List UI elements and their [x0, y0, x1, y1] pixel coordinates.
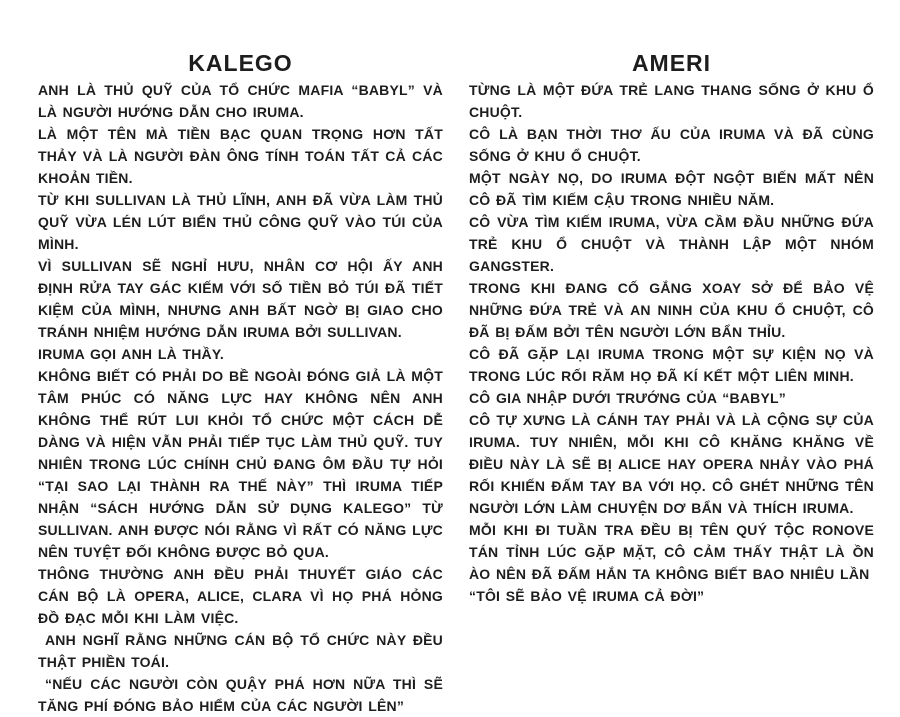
kalego-description-text [38, 79, 443, 717]
paragraph: MỘT NGÀY NỌ, DO IRUMA ĐỘT NGỘT BIẾN MẤT NÊN CÔ ĐÃ TÌM KIẾM CẬU TRONG NHIỀU NĂM. [469, 170, 874, 208]
paragraph: CÔ LÀ BẠN THỜI THƠ ẤU CỦA IRUMA VÀ ĐÃ CÙNG SỐNG Ở KHU Ổ CHUỘT. [469, 126, 874, 164]
paragraph: IRUMA GỌI ANH LÀ THẦY. [38, 346, 224, 362]
paragraph: MỖI KHI ĐI TUẦN TRA ĐỀU BỊ TÊN QUÝ TỘC RONOVE TÁN TỈNH LÚC GẶP MẶT, CÔ CẢM THẤY THẬT LÀ ỒN ÀO NÊN ĐÃ ĐẤM HẮN TA KHÔNG BIẾT BAO NHIÊU LẦN [469, 522, 874, 582]
paragraph: TỪNG LÀ MỘT ĐỨA TRẺ LANG THANG SỐNG Ở KHU Ổ CHUỘT. [469, 82, 874, 120]
column-ameri [469, 50, 874, 717]
paragraph: CÔ VỪA TÌM KIẾM IRUMA, VỪA CẦM ĐẦU NHỮNG ĐỨA TRẺ KHU Ổ CHUỘT VÀ THÀNH LẬP MỘT NHÓM GANGSTER. [469, 214, 874, 274]
paragraph: TRONG KHI ĐANG CỐ GẮNG XOAY SỞ ĐỂ BẢO VỆ NHỮNG ĐỨA TRẺ VÀ AN NINH CỦA KHU Ổ CHUỘT, CÔ ĐÃ BỊ ĐẤM BỞI TÊN NGƯỜI LỚN BẨN THỈU. [469, 280, 874, 340]
paragraph: TỪ KHI SULLIVAN LÀ THỦ LĨNH, ANH ĐÃ VỪA LÀM THỦ QUỸ VỪA LÉN LÚT BIỂN THỦ CÔNG QUỸ VÀO TÚI CỦA MÌNH. [38, 192, 443, 252]
column-kalego [38, 50, 443, 717]
paragraph: ANH LÀ THỦ QUỸ CỦA TỔ CHỨC MAFIA “BABYL” VÀ LÀ NGƯỜI HƯỚNG DẪN CHO IRUMA. [38, 82, 443, 120]
paragraph: “NẾU CÁC NGƯỜI CÒN QUẬY PHÁ HƠN NỮA THÌ SẼ TĂNG PHÍ ĐÓNG BẢO HIỂM CỦA CÁC NGƯỜI LÊN” [38, 676, 443, 714]
paragraph: “TÔI SẼ BẢO VỆ IRUMA CẢ ĐỜI” [469, 588, 705, 604]
paragraph: ANH NGHĨ RẰNG NHỮNG CÁN BỘ TỔ CHỨC NÀY ĐỀU THẬT PHIỀN TOÁI. [38, 632, 443, 670]
paragraph: CÔ TỰ XƯNG LÀ CÁNH TAY PHẢI VÀ LÀ CỘNG SỰ CỦA IRUMA. TUY NHIÊN, MỖI KHI CÔ KHĂNG KHĂNG VỀ ĐIỀU NÀY LÀ SẼ BỊ ALICE HAY OPERA NHẢY VÀO PHÁ RỐI KHIẾN ĐẤM TAY BA VỚI HỌ. CÔ GHÉT NHỮNG TÊN NGƯỜI LỚN LÀM CHUYỆN DƠ BẨN VÀ THÍCH IRUMA. [469, 412, 874, 516]
paragraph: VÌ SULLIVAN SẼ NGHỈ HƯU, NHÂN CƠ HỘI ẤY ANH ĐỊNH RỬA TAY GÁC KIẾM VỚI SỐ TIỀN BỎ TÚI ĐÃ TIẾT KIỆM CỦA MÌNH, NHƯNG ANH BẤT NGỜ BỊ GIAO CHO TRÁNH NHIỆM HƯỚNG DẪN IRUMA BỞI SULLIVAN. [38, 258, 443, 340]
page-title-kalego: KALEGO [188, 50, 293, 76]
page-title-ameri: AMERI [631, 50, 712, 76]
paragraph: CÔ ĐÃ GẶP LẠI IRUMA TRONG MỘT SỰ KIỆN NỌ VÀ TRONG LÚC RỐI RĂM HỌ ĐÃ KÍ KẾT MỘT LIÊN MINH. [469, 346, 874, 384]
paragraph: THÔNG THƯỜNG ANH ĐỀU PHẢI THUYẾT GIÁO CÁC CÁN BỘ LÀ OPERA, ALICE, CLARA VÌ HỌ PHÁ HỎNG ĐỒ ĐẠC MỖI KHI LÀM VIỆC. [38, 566, 443, 626]
paragraph: KHÔNG BIẾT CÓ PHẢI DO BỀ NGOÀI ĐÓNG GIẢ LÀ MỘT TÂM PHÚC CÓ NĂNG LỰC HAY KHÔNG NÊN ANH KHÔNG THỂ RÚT LUI KHỎI TỔ CHỨC MỘT CÁCH DỄ DÀNG VÀ HIỆN VẪN PHẢI TIẾP TỤC LÀM THỦ QUỸ. TUY NHIÊN TRONG LÚC CHÍNH CHỦ ĐANG ÔM ĐẦU TỰ HỎI “TẠI SAO LẠI THÀNH RA THẾ NÀY” THÌ IRUMA TIẾP NHẬN “SÁCH HƯỚNG DẪN SỬ DỤNG KALEGO” TỪ SULLIVAN. ANH ĐƯỢC NÓI RẰNG VÌ RẤT CÓ NĂNG LỰC NÊN TUYỆT ĐỐI KHÔNG ĐƯỢC BỎ QUA. [38, 368, 443, 560]
paragraph: CÔ GIA NHẬP DƯỚI TRƯỚNG CỦA “BABYL” [469, 390, 786, 406]
ameri-description-text [469, 79, 874, 607]
paragraph: LÀ MỘT TÊN MÀ TIỀN BẠC QUAN TRỌNG HƠN TẤT THẢY VÀ LÀ NGƯỜI ĐÀN ÔNG TÍNH TOÁN TẤT CẢ CÁC KHOẢN TIỀN. [38, 126, 443, 186]
